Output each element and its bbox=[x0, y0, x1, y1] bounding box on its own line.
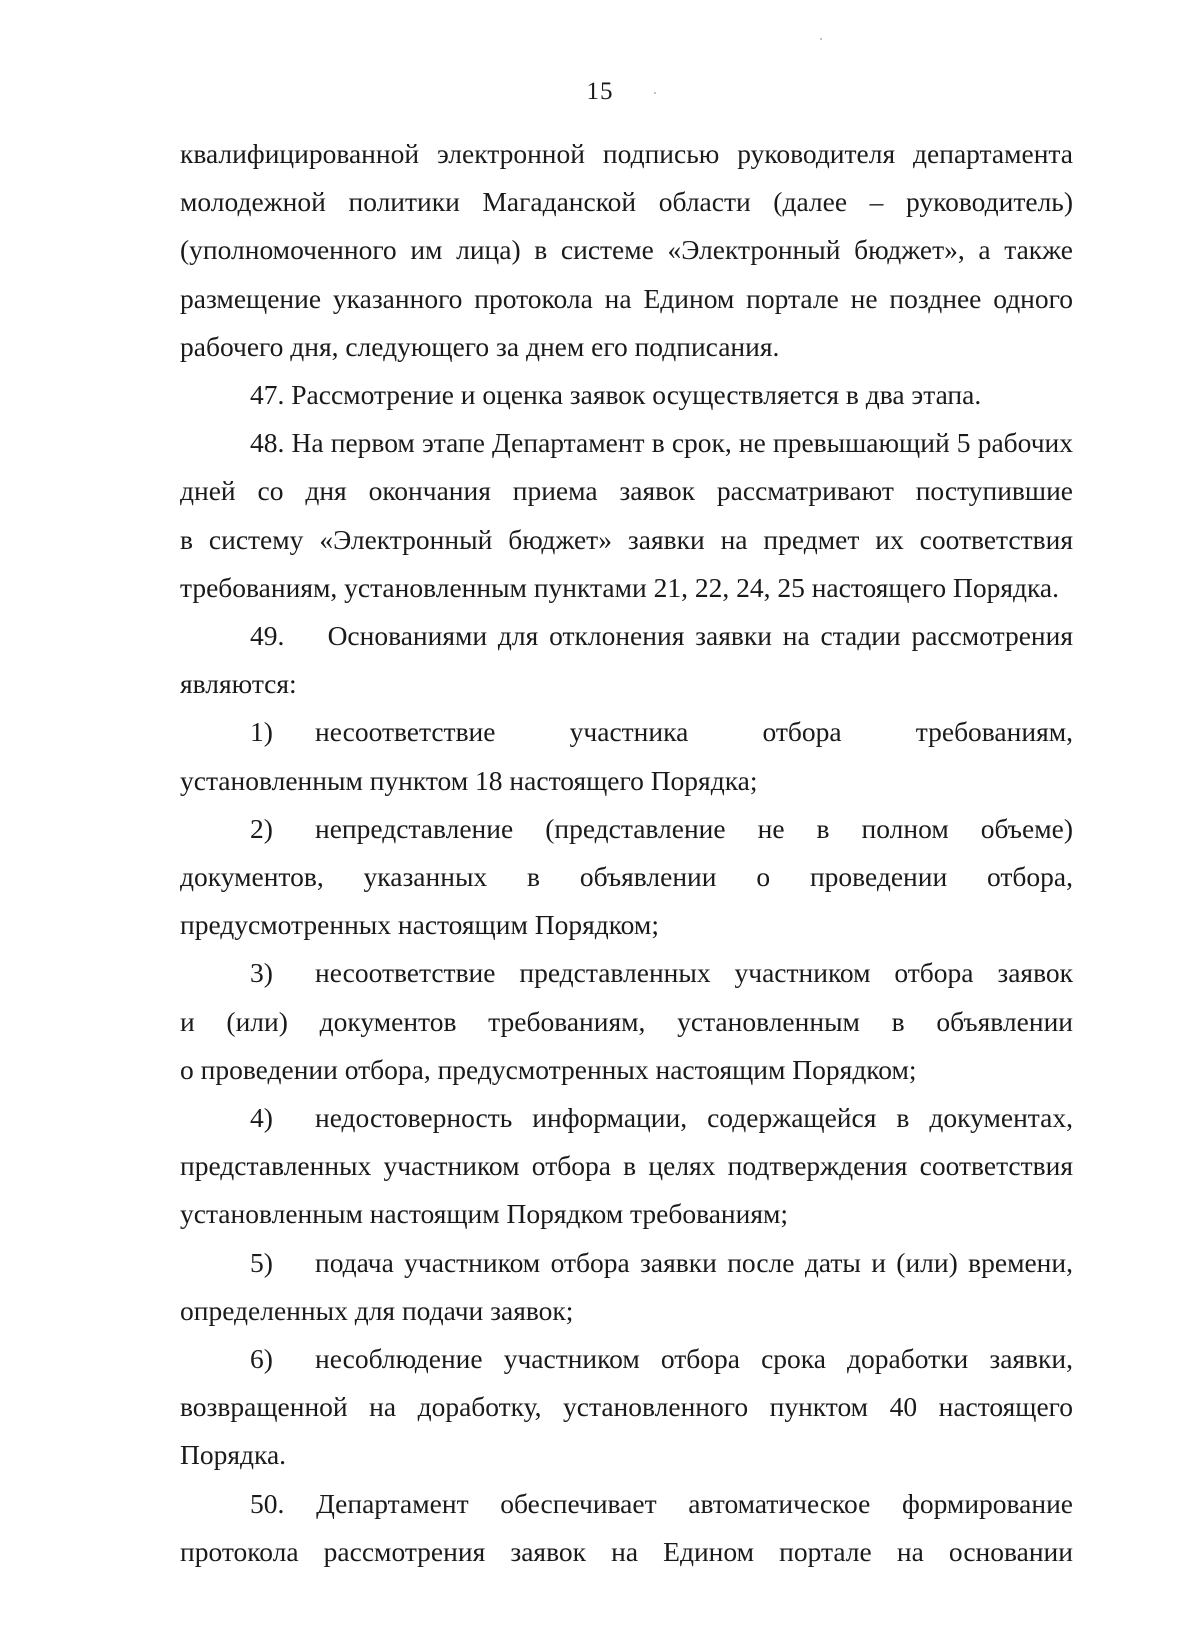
text-line: возвращенной на доработку, установленного пунктом 40 настоящего bbox=[180, 1391, 1073, 1423]
text-line: несоответствие участника отбора требованиям, bbox=[315, 716, 1073, 748]
list-item bbox=[180, 949, 1073, 1094]
list-item bbox=[180, 708, 1073, 804]
list-item-number: 4) bbox=[250, 1102, 273, 1134]
list-item bbox=[180, 1094, 1073, 1239]
text-line: несоответствие представленных участником отбора заявок bbox=[315, 957, 1073, 989]
intro-paragraph bbox=[180, 130, 1073, 371]
paragraph-49 bbox=[180, 612, 1073, 708]
text-line: представленных участником отбора в целях подтверждения соответствия bbox=[180, 1150, 1073, 1182]
text-line: установленным пунктом 18 настоящего Порядка; bbox=[180, 764, 758, 796]
text-line: требованиям, установленным пунктами 21, 22, 24, 25 настоящего Порядка. bbox=[180, 571, 1059, 603]
text-line: 49. Основаниями для отклонения заявки на стадии рассмотрения bbox=[250, 620, 1073, 652]
text-line: установленным настоящим Порядком требованиям; bbox=[180, 1198, 789, 1230]
text-line: 48. На первом этапе Департамент в срок, не превышающий 5 рабочих bbox=[250, 427, 1073, 459]
document-body bbox=[180, 130, 1073, 1576]
paragraph-50 bbox=[180, 1480, 1073, 1576]
text-line: 50. Департамент обеспечивает автоматическое формирование bbox=[250, 1487, 1073, 1519]
list-item bbox=[180, 805, 1073, 950]
text-line: Порядка. bbox=[180, 1439, 287, 1471]
list-item bbox=[180, 1239, 1073, 1335]
text-line: квалифицированной электронной подписью руководителя департамента bbox=[180, 138, 1073, 169]
list-item bbox=[180, 1335, 1073, 1480]
scan-speck bbox=[820, 38, 822, 40]
text-line: о проведении отбора, предусмотренных настоящим Порядком; bbox=[180, 1053, 917, 1085]
text-line: рабочего дня, следующего за днем его подписания. bbox=[180, 330, 780, 362]
text-line: несоблюдение участником отбора срока доработки заявки, bbox=[315, 1343, 1073, 1375]
text-line: предусмотренных настоящим Порядком; bbox=[180, 909, 659, 941]
text-line: (уполномоченного им лица) в системе «Электронный бюджет», а также bbox=[180, 234, 1073, 266]
text-line: документов, указанных в объявлении о проведении отбора, bbox=[180, 861, 1073, 893]
text-line: непредставление (представление не в полном объеме) bbox=[315, 812, 1073, 844]
paragraph-48 bbox=[180, 419, 1073, 612]
text-line: недостоверность информации, содержащейся в документах, bbox=[315, 1102, 1073, 1134]
text-line: дней со дня окончания приема заявок рассматривают поступившие bbox=[180, 475, 1073, 507]
text-line: протокола рассмотрения заявок на Едином портале на основании bbox=[180, 1535, 1073, 1567]
list-item-number: 5) bbox=[250, 1246, 273, 1278]
text-line: подача участником отбора заявки после даты и (или) времени, bbox=[315, 1246, 1073, 1278]
text-line: и (или) документов требованиям, установленным в объявлении bbox=[180, 1005, 1073, 1037]
paragraph-47: 47. Рассмотрение и оценка заявок осуществляется в два этапа. bbox=[250, 379, 982, 411]
list-item-number: 6) bbox=[250, 1343, 273, 1375]
list-item-number: 3) bbox=[250, 957, 273, 989]
scan-speck bbox=[654, 92, 656, 94]
text-line: являются: bbox=[180, 668, 297, 700]
text-line: в систему «Электронный бюджет» заявки на предмет их соответствия bbox=[180, 523, 1073, 555]
text-line: размещение указанного протокола на Едином портале не позднее одного bbox=[180, 282, 1073, 314]
page-number: 15 bbox=[586, 78, 614, 105]
list-item-number: 1) bbox=[250, 716, 273, 748]
text-line: определенных для подачи заявок; bbox=[180, 1294, 574, 1326]
list-item-number: 2) bbox=[250, 812, 273, 844]
text-line: молодежной политики Магаданской области (далее – руководитель) bbox=[180, 186, 1073, 218]
